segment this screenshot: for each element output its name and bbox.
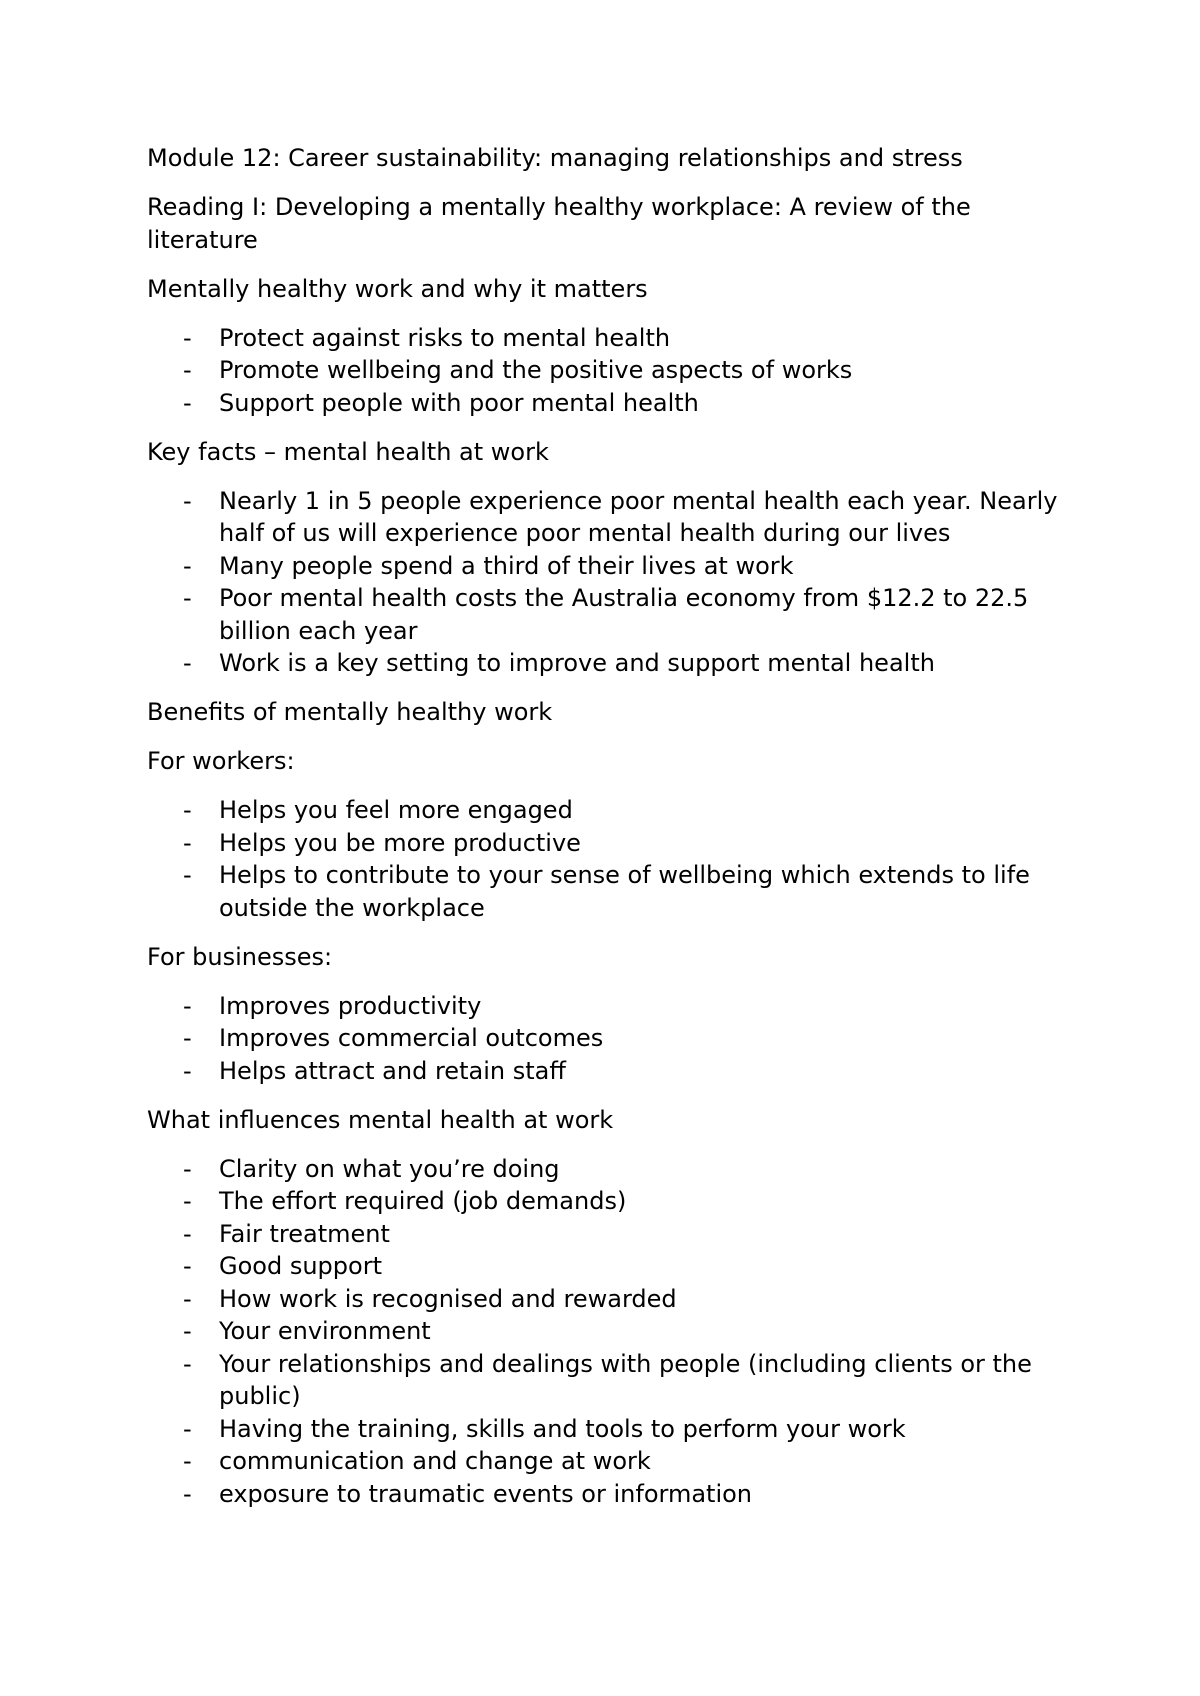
dash-marker: - [183, 551, 192, 580]
list-item [147, 1348, 1077, 1413]
list-item [147, 859, 1077, 924]
dash-marker: - [183, 323, 192, 352]
list-item-text: Your environment [219, 1317, 431, 1345]
dash-marker: - [183, 1056, 192, 1085]
list-item-text: The effort required (job demands) [219, 1187, 627, 1215]
reading-title: Reading I: Developing a mentally healthy workplace: A review of the literature [147, 193, 971, 254]
dash-marker: - [183, 1219, 192, 1248]
list-item-text: Helps you be more productive [219, 828, 581, 857]
list-item [147, 1315, 1077, 1348]
bullet-list [147, 1153, 1077, 1511]
list-item-text: Improves commercial outcomes [219, 1024, 604, 1052]
list-item-text: Poor mental health costs the Australia economy from $12.2 to 22.5 billion each year [219, 584, 1029, 645]
section-heading: Key facts – mental health at work [147, 437, 549, 466]
list-item [147, 1185, 1077, 1218]
list-item [147, 387, 1077, 420]
list-item [147, 1022, 1077, 1055]
dash-marker: - [183, 861, 192, 889]
dash-marker: - [183, 1349, 192, 1378]
dash-marker: - [183, 1317, 192, 1345]
bullet-list [147, 990, 1077, 1088]
list-item [147, 647, 1077, 680]
list-item-text: Improves productivity [219, 991, 482, 1020]
dash-marker: - [183, 584, 192, 612]
list-item-text: exposure to traumatic events or information [219, 1479, 753, 1508]
list-item-text: Clarity on what you’re doing [219, 1154, 560, 1183]
list-item [147, 1153, 1077, 1186]
list-item [147, 794, 1077, 827]
list-item [147, 1283, 1077, 1316]
list-item [147, 1445, 1077, 1478]
section-heading: For businesses: [147, 942, 333, 971]
dash-marker: - [183, 796, 192, 824]
list-item [147, 354, 1077, 387]
bullet-list [147, 794, 1077, 924]
list-item-text: Helps you feel more engaged [219, 796, 573, 824]
section-heading: What influences mental health at work [147, 1105, 614, 1134]
dash-marker: - [183, 1187, 192, 1215]
list-item [147, 485, 1077, 550]
dash-marker: - [183, 1479, 192, 1508]
dash-marker: - [183, 356, 192, 384]
list-item-text: How work is recognised and rewarded [219, 1284, 677, 1313]
list-item-text: Work is a key setting to improve and support mental health [219, 649, 935, 677]
list-item-text: Helps to contribute to your sense of wellbeing which extends to life outside the workplace [219, 861, 1030, 922]
list-item [147, 827, 1077, 860]
list-item-text: Many people spend a third of their lives at work [219, 551, 794, 580]
dash-marker: - [183, 1154, 192, 1183]
dash-marker: - [183, 991, 192, 1020]
dash-marker: - [183, 1024, 192, 1052]
list-item-text: Having the training, skills and tools to perform your work [219, 1414, 906, 1443]
list-item [147, 1250, 1077, 1283]
list-item-text: Your relationships and dealings with people (including clients or the public) [219, 1349, 1032, 1410]
list-item [147, 1478, 1077, 1511]
dash-marker: - [183, 388, 192, 417]
list-item-text: communication and change at work [219, 1447, 651, 1475]
section-heading: Mentally healthy work and why it matters [147, 274, 648, 303]
list-item [147, 550, 1077, 583]
list-item-text: Protect against risks to mental health [219, 323, 671, 352]
list-item-text: Helps attract and retain staff [219, 1056, 566, 1085]
list-item-text: Good support [219, 1252, 382, 1280]
section-subheading: For workers: [147, 747, 295, 775]
dash-marker: - [183, 649, 192, 677]
section-heading: Benefits of mentally healthy work [147, 698, 553, 726]
module-title: Module 12: Career sustainability: managing relationships and stress [147, 144, 963, 172]
dash-marker: - [183, 1414, 192, 1443]
dash-marker: - [183, 486, 192, 515]
list-item [147, 322, 1077, 355]
bullet-list [147, 485, 1077, 680]
list-item [147, 1413, 1077, 1446]
list-item-text: Nearly 1 in 5 people experience poor mental health each year. Nearly half of us will experience poor mental health during our lives [219, 486, 1058, 547]
dash-marker: - [183, 1252, 192, 1280]
list-item [147, 1055, 1077, 1088]
dash-marker: - [183, 1284, 192, 1313]
dash-marker: - [183, 828, 192, 857]
dash-marker: - [183, 1447, 192, 1475]
list-item [147, 990, 1077, 1023]
document-page [147, 142, 1077, 1527]
list-item-text: Promote wellbeing and the positive aspects of works [219, 356, 853, 384]
list-item-text: Fair treatment [219, 1219, 390, 1248]
list-item [147, 1218, 1077, 1251]
list-item-text: Support people with poor mental health [219, 388, 699, 417]
list-item [147, 582, 1077, 647]
bullet-list [147, 322, 1077, 420]
